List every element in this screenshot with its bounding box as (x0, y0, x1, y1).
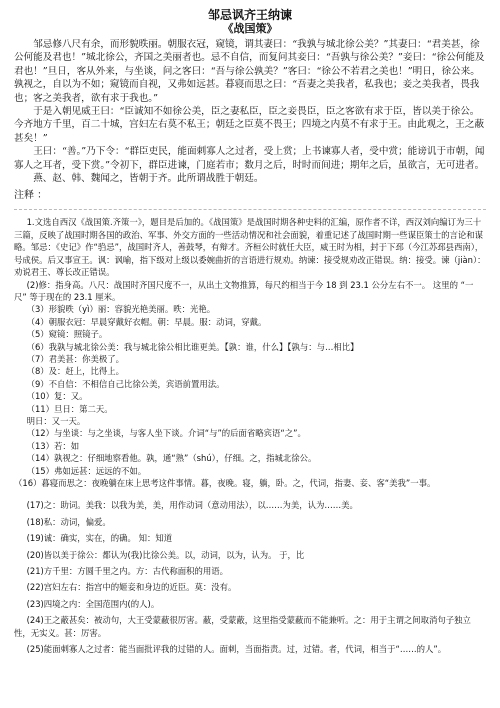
note-15: （15）弗如远甚：远远的不如。 (26, 465, 147, 476)
note-18: (18)私：动词，偏爱。 (26, 516, 111, 527)
note-12: （12）与坐谈：与之坐谈，与客人坐下谈。介词“与”的后面省略宾语“之”。 (26, 428, 306, 439)
paragraph-4: 燕、赵、韩、魏闻之，皆朝于齐。此所谓战胜于朝廷。 (33, 173, 264, 185)
note-19: (19)诚：确实，实在，的确。 知：知道 (26, 533, 173, 544)
notes-divider (14, 209, 486, 210)
note-4: （4）朝服衣冠：早晨穿戴好衣帽。朝：早晨。服：动词，穿戴。 (26, 316, 267, 327)
note-8: （8）及：赶上，比得上。 (26, 366, 125, 377)
note-7: （7）君美甚：你美极了。 (26, 353, 125, 364)
note-20: (20)皆以美于徐公：都认为(我)比徐公美。以，动词，以为，认为。 于，比 (26, 549, 305, 560)
note-10: （10）复：又。 (26, 391, 88, 402)
note-1: 1.文选自西汉《战国策.齐策一》，题目是后加的。《战国策》是战国时期各种史料的汇编，原作者不详，西汉刘向编订为三十三篇，反映了战国时期各国的政治、军事、外交方面的一些活动情况和社会面貌，着重记述了战国时期一些谋臣策士的言论和谋略。邹忌：《史记》作“驺忌”，战国时齐人，善鼓琴，有辩才。齐桓公时就任大臣，威王时为相，封于下邳（今江苏邳县西南），号成侯。后又事宣王。讽：讽喻，指下级对上级以委婉曲折的言语进行规劝。纳谏：接受规劝改正错误。纳：接受。谏（jiàn）：劝说君王、尊长改正错误。 (14, 217, 486, 278)
note-9: （9）不自信：不相信自己比徐公美，宾语前置用法。 (26, 378, 225, 389)
note-21: (21)方千里：方圆千里之内。方：古代称面积的用语。 (26, 566, 229, 577)
paragraph-3: 王曰：“善。”乃下令：“群臣吏民，能面刺寡人之过者，受上赏；上书谏寡人者，受中赏；能谤讥于市朝，闻寡人之耳者，受下赏。”令初下，群臣进谏，门庭若市；数月之后，时时而间进；期年之后，虽欲言，无可进者。 (14, 146, 485, 171)
note-17: (17)之：助词。美我：以我为美，美，用作动词（意动用法），以……为美，认为……美。 (26, 500, 358, 511)
note-23: (23)四境之内：全国范围内(的人)。 (26, 598, 160, 609)
note-11: （11）旦日：第二天。 (26, 403, 113, 414)
note-11b: 明日：又一天。 (26, 415, 86, 426)
note-6: （6）我孰与城北徐公美：我与城北徐公相比谁更美。【孰：谁，什么】【孰与：与…相比】 (26, 341, 359, 352)
paragraph-2: 于是入朝见威王曰：“臣诚知不如徐公美，臣之妻私臣，臣之妾畏臣，臣之客欲有求于臣，皆以美于徐公。今齐地方千里，百二十城，宫妇左右莫不私王；朝廷之臣莫不畏王；四境之内莫不有求于王。由此观之，王之蔽甚矣！” (14, 106, 485, 144)
notes-label: 注释 ： (14, 190, 48, 202)
note-22: (22)宫妇左右：指宫中的姬妾和身边的近臣。莫：没有。 (26, 582, 237, 593)
note-16: （16）暮寝而思之：夜晚躺在床上思考这件事情。暮，夜晚。寝，躺，卧。之，代词，指妻、妾、客“美我”一事。 (14, 478, 436, 488)
note-25: (25)能面刺寡人之过者：能当面批评我的过错的人。面刺，当面指责。过，过错。者，代词，相当于“……的人”。 (26, 644, 447, 655)
note-24: (24)王之蔽甚矣：被动句，大王受蒙蔽很厉害。蔽，受蒙蔽，这里指受蒙蔽而不能兼听。之：用于主谓之间取消句子独立性，无实义。甚：厉害。 (14, 615, 471, 638)
document-title: 邹忌讽齐王纳谏 (207, 8, 292, 22)
note-2: (2)修：指身高。八尺：战国时齐国尺度不一，从出土文物推算，每尺约相当于今 18 到 23.1 公分左右不一。 这里的 “一尺” 等于现在的 23.1 厘米。 (14, 279, 474, 302)
note-3: （3）形貌昳（yì）丽：容貌光艳美丽。昳：光艳。 (26, 304, 216, 315)
note-14: （14）孰视之：仔细地察看他。孰，通“熟”（shú），仔细。之，指城北徐公。 (26, 453, 317, 464)
note-13: （13）若：如 (26, 440, 80, 451)
note-5: （5）窥镜：照镜子。 (26, 329, 108, 340)
paragraph-1: 邹忌修八尺有余，而形貌昳丽。朝服衣冠，窥镜，谓其妻曰：“我孰与城北徐公美？”其妻曰：“君美甚，徐公何能及君也！”城北徐公，齐国之美丽者也。忌不自信，而复问其妾曰：“吾孰与徐公美？”妾曰：“徐公何能及君也！”旦日，客从外来，与坐谈，问之客曰：“吾与徐公孰美？”客曰：“徐公不若君之美也！”明日，徐公来。孰视之，自以为不如；窥镜而自视，又弗如远甚。暮寝而思之曰：“吾妻之美我者，私我也；妾之美我者，畏我也；客之美我者，欲有求于我也。” (14, 39, 485, 104)
document-subtitle: 《战国策》 (222, 22, 278, 35)
